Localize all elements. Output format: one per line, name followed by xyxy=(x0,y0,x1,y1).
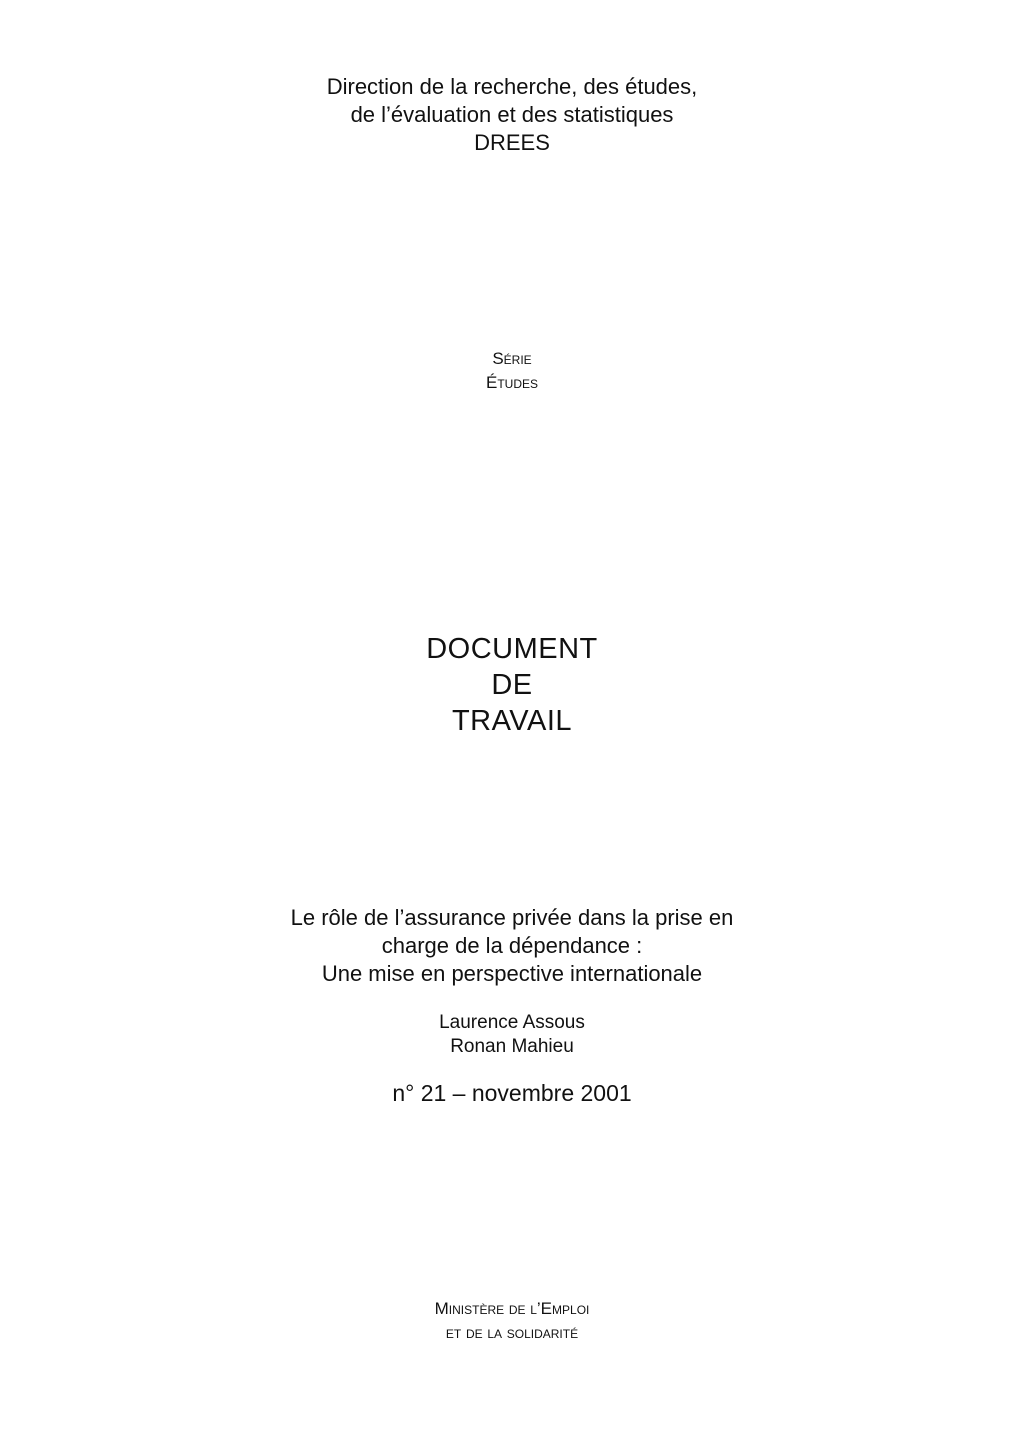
series-line-2: Études xyxy=(485,373,538,392)
authors xyxy=(0,1011,1024,1059)
series-line-1: Série xyxy=(492,349,532,368)
series-label xyxy=(0,347,1024,395)
title-line-2: charge de la dépendance : xyxy=(381,933,643,958)
document-type-line-2: DE xyxy=(491,669,533,701)
author-name: Ronan Mahieu xyxy=(450,1036,574,1057)
document-type-line-3: TRAVAIL xyxy=(451,705,573,737)
institution-line-2: de l’évaluation et des statistiques xyxy=(350,102,674,127)
institution-line-1: Direction de la recherche, des études, xyxy=(326,74,698,99)
title-line-3: Une mise en perspective internationale xyxy=(321,961,703,986)
ministry-line-1: Ministère de l’Emploi xyxy=(434,1299,590,1318)
title-line-1: Le rôle de l’assurance privée dans la prise en xyxy=(290,905,734,930)
ministry-footer xyxy=(0,1297,1024,1345)
institution-header xyxy=(0,73,1024,157)
author-name: Laurence Assous xyxy=(439,1012,585,1033)
issue-number-date: n° 21 – novembre 2001 xyxy=(392,1080,632,1106)
document-type-line-1: DOCUMENT xyxy=(426,633,598,665)
ministry-line-2: et de la solidarité xyxy=(445,1323,579,1342)
institution-acronym: DREES xyxy=(474,130,550,155)
document-title xyxy=(0,904,1024,988)
document-type xyxy=(0,631,1024,739)
